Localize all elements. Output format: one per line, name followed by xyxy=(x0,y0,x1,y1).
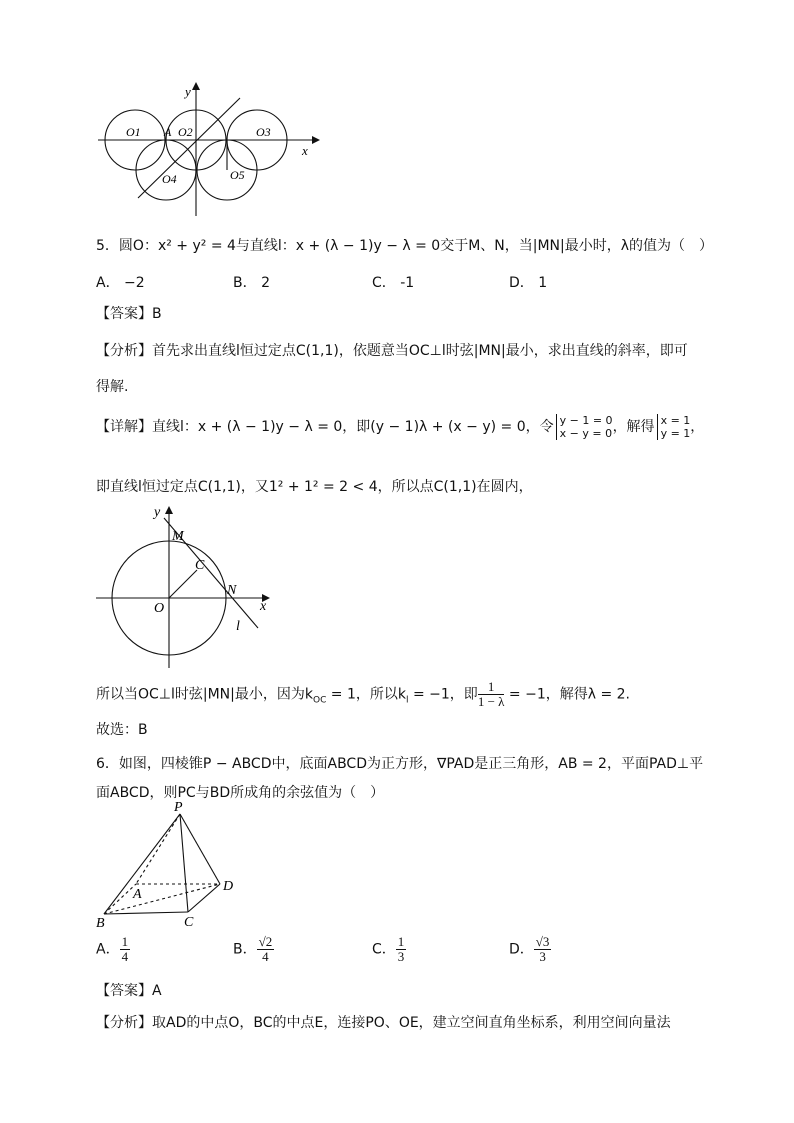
q5-analysis-tag: 【分析】 xyxy=(96,343,152,359)
q6-option-a-letter: A． xyxy=(96,941,120,958)
fig1-axis-y: y xyxy=(185,84,191,99)
fig1-label-o2: O2 xyxy=(178,125,193,139)
q5-system-1-eq1: y − 1 = 0 xyxy=(559,414,613,427)
q5-detail-line1 xyxy=(96,414,704,440)
fig2-label-c: C xyxy=(195,558,205,573)
q5-system-1 xyxy=(556,414,613,440)
fig2-label-x: x xyxy=(260,599,267,614)
q5-option-a xyxy=(96,272,145,292)
fig2-label-y: y xyxy=(154,505,161,520)
q6-analysis-tag: 【分析】 xyxy=(96,1015,152,1031)
q6-stem-text1: 如图，四棱锥P − ABCD中，底面ABCD为正方形，∇PAD是正三角形，AB = 2，平面PAD⊥平 xyxy=(118,756,704,772)
q6-option-c-frac xyxy=(396,935,407,964)
q5-detail-text3d: = −1，解得λ = 2. xyxy=(504,686,630,703)
fig1-label-o4: O4 xyxy=(162,172,177,186)
fig1-label-o3: O3 xyxy=(256,125,271,139)
q6-option-c-letter: C． xyxy=(372,941,396,958)
q5-option-c-text: -1 xyxy=(400,275,415,291)
q5-answer xyxy=(96,303,162,323)
q6-option-a-den: 4 xyxy=(121,949,129,964)
q5-detail-text3a: 所以当OC⊥l时弦|MN|最小，因为k xyxy=(96,686,313,703)
q6-analysis-text1: 取AD的中点O，BC的中点E，连接PO、OE，建立空间直角坐标系，利用空间向量法 xyxy=(152,1015,671,1031)
q6-option-b-den: 4 xyxy=(262,949,269,964)
q5-fraction xyxy=(478,680,505,709)
q6-number: 6． xyxy=(96,756,119,772)
q6-analysis-line1 xyxy=(96,1012,671,1032)
q6-option-d-num: √3 xyxy=(535,934,550,949)
q5-system-2-eq2: y = 1 xyxy=(660,427,691,440)
q5-system-1-eq2: x − y = 0 xyxy=(559,427,613,440)
q5-fraction-num: 1 xyxy=(478,680,505,695)
figure-circle-line xyxy=(90,500,280,680)
q6-option-d-letter: D． xyxy=(509,941,534,958)
q5-option-c-letter: C． xyxy=(372,275,396,291)
q5-detail-text3c: = −1，即 xyxy=(408,686,478,703)
fig3-label-c: C xyxy=(184,915,194,930)
q5-system-2-eq1: x = 1 xyxy=(660,414,691,427)
q6-option-d xyxy=(509,935,551,964)
q5-answer-tag: 【答案】 xyxy=(96,306,152,322)
q5-answer-value: B xyxy=(152,306,162,322)
fig3-label-a: A xyxy=(133,887,142,902)
q5-detail-text1c: ， xyxy=(690,419,705,435)
q5-analysis-line1 xyxy=(96,340,688,360)
q5-option-d-letter: D． xyxy=(509,275,534,291)
q5-number: 5． xyxy=(96,238,119,254)
q5-option-c xyxy=(372,272,414,292)
q5-detail-tag: 【详解】 xyxy=(96,419,152,435)
q6-option-b-letter: B． xyxy=(233,941,257,958)
q5-option-a-letter: A． xyxy=(96,275,120,291)
fig3-label-b: B xyxy=(96,916,105,931)
q6-answer-tag: 【答案】 xyxy=(96,983,152,999)
q6-option-a-num: 1 xyxy=(121,934,129,949)
q6-answer-value: A xyxy=(152,983,162,999)
fig1-label-a: A xyxy=(164,125,172,139)
q6-option-a xyxy=(96,935,130,964)
fig1-axis-x: x xyxy=(302,143,308,158)
q5-option-d-text: 1 xyxy=(538,275,548,291)
q6-option-a-frac xyxy=(120,935,131,964)
q5-detail-line2: 即直线l恒过定点C(1,1)，又1² + 1² = 2 < 4，所以点C(1,1)在圆内， xyxy=(96,479,533,495)
fig2-label-m: M xyxy=(172,529,184,544)
q6-option-d-frac xyxy=(534,935,552,964)
q5-detail-line3 xyxy=(96,680,630,709)
q5-detail-text3b: = 1，所以k xyxy=(326,686,407,703)
q6-stem-line1 xyxy=(96,753,703,773)
q6-option-b-num: √2 xyxy=(258,934,273,949)
q6-option-c-num: 1 xyxy=(397,934,405,949)
q5-option-b-text: 2 xyxy=(261,275,270,291)
q6-option-c-den: 3 xyxy=(397,949,405,964)
q5-fraction-den: 1 − λ xyxy=(477,694,505,709)
q5-conclusion: 故选：B xyxy=(96,722,148,738)
q5-stem-text: 圆O：x² + y² = 4与直线l：x + (λ − 1)y − λ = 0交于M、N，当|MN|最小时，λ的值为（ ） xyxy=(118,238,714,254)
fig3-label-p: P xyxy=(174,800,183,815)
q5-option-a-text: −2 xyxy=(124,275,145,291)
q5-stem xyxy=(96,235,713,255)
q5-option-b-letter: B． xyxy=(233,275,257,291)
fig1-label-o5: O5 xyxy=(230,168,245,182)
q5-analysis-text1: 首先求出直线l恒过定点C(1,1)，依题意当OC⊥l时弦|MN|最小，求出直线的斜率，即可 xyxy=(152,343,688,359)
q5-option-d xyxy=(509,272,547,292)
q6-stem-line2: 面ABCD，则PC与BD所成角的余弦值为（ ） xyxy=(96,785,385,801)
q5-k-l-sub: l xyxy=(406,695,409,706)
figure-pyramid xyxy=(92,800,252,932)
q5-system-2 xyxy=(657,414,691,440)
q5-detail-text1a: 直线l：x + (λ − 1)y − λ = 0，即(y − 1)λ + (x − y) = 0，令 xyxy=(152,419,554,435)
fig2-label-o: O xyxy=(154,601,165,616)
fig2-label-n: N xyxy=(227,583,237,598)
fig3-label-d: D xyxy=(223,879,234,894)
fig1-label-o1: O1 xyxy=(126,125,141,139)
q6-option-c xyxy=(372,935,406,964)
q5-analysis-line2: 得解. xyxy=(96,379,129,395)
q5-k-oc-sub: OC xyxy=(312,695,327,706)
q6-answer xyxy=(96,980,162,1000)
q5-option-b xyxy=(233,272,270,292)
q6-option-b xyxy=(233,935,274,964)
q6-option-d-den: 3 xyxy=(539,949,546,964)
figure-five-circles xyxy=(90,80,330,220)
q6-option-b-frac xyxy=(257,935,275,964)
q5-detail-text1b: ，解得 xyxy=(612,419,655,435)
fig2-label-l: l xyxy=(236,619,240,634)
